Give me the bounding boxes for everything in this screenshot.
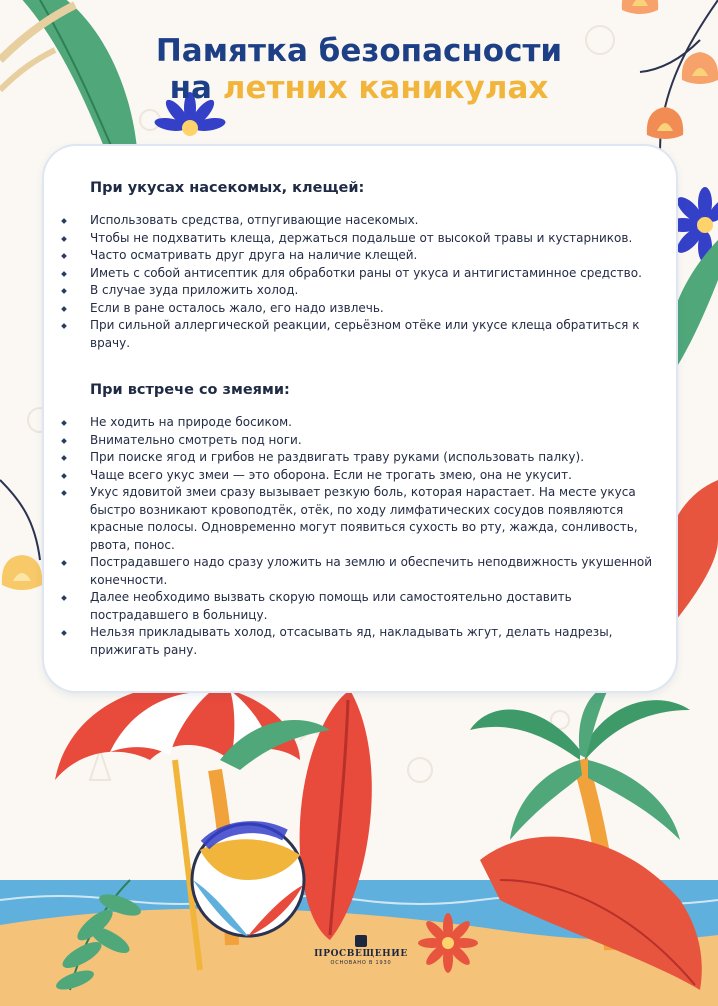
list-item: В случае зуда приложить холод.	[90, 282, 660, 300]
left-branch	[0, 480, 42, 590]
list-item: Чаще всего укус змеи — это оборона. Если не трогать змею, она не укусит.	[90, 467, 660, 485]
snakes-list	[90, 414, 660, 659]
red-flower-bottom	[418, 913, 478, 973]
content-card	[44, 146, 676, 691]
list-item: Чтобы не подхватить клеща, держаться подальше от высокой травы и кустарников.	[90, 230, 660, 248]
list-item: Укус ядовитой змеи сразу вызывает резкую боль, которая нарастает. На месте укуса быстро возникают кровоподтёк, отёк, по ходу лимфатических сосудов появляются красные полосы. Одновременно могут появиться сухость во рту, жажда, сонливость, рвота, понос.	[90, 484, 660, 554]
bullet-icon	[61, 288, 67, 294]
section-heading-insects: При укусах насекомых, клещей:	[90, 180, 365, 196]
list-item: При сильной аллергической реакции, серьёзном отёке или укусе клеща обратиться к врачу.	[90, 317, 660, 352]
page-title-accent: летних каникулах	[222, 70, 549, 106]
insects-list	[90, 212, 660, 352]
list-item: Часто осматривать друг друга на наличие клещей.	[90, 247, 660, 265]
bullet-icon	[61, 271, 67, 277]
bullet-icon	[61, 218, 67, 224]
list-item: Внимательно смотреть под ноги.	[90, 432, 660, 450]
bullet-icon	[61, 420, 67, 426]
bullet-icon	[61, 560, 67, 566]
page-title-line2	[0, 70, 718, 107]
bullet-icon	[61, 595, 67, 601]
bullet-icon	[61, 323, 67, 329]
page-title-prefix: на	[169, 70, 223, 106]
list-item: Нельзя прикладывать холод, отсасывать яд, накладывать жгут, делать надрезы, прижигать рану.	[90, 624, 660, 659]
publisher-subtitle: ОСНОВАНО В 1930	[330, 960, 392, 966]
bullet-icon	[61, 438, 67, 444]
list-item: Не ходить на природе босиком.	[90, 414, 660, 432]
bullet-icon	[61, 306, 67, 312]
list-item: Пострадавшего надо сразу уложить на землю и обеспечить неподвижность укушенной конечности.	[90, 554, 660, 589]
bullet-icon	[61, 473, 67, 479]
beach-ball	[192, 824, 304, 936]
bullet-icon	[61, 630, 67, 636]
section-heading-snakes: При встрече со змеями:	[90, 382, 290, 398]
publisher-logo	[306, 935, 416, 966]
bullet-icon	[61, 253, 67, 259]
list-item: Далее необходимо вызвать скорую помощь или самостоятельно доставить пострадавшего в больницу.	[90, 589, 660, 624]
list-item: Если в ране осталось жало, его надо извлечь.	[90, 300, 660, 318]
bullet-icon	[61, 490, 67, 496]
list-item: Использовать средства, отпугивающие насекомых.	[90, 212, 660, 230]
list-item: При поиске ягод и грибов не раздвигать траву руками (использовать палку).	[90, 449, 660, 467]
publisher-emblem-icon	[355, 935, 367, 947]
bullet-icon	[61, 236, 67, 242]
publisher-name: ПРОСВЕЩЕНИЕ	[314, 949, 408, 959]
list-item: Иметь с собой антисептик для обработки раны от укуса и антигистаминное средство.	[90, 265, 660, 283]
page-title-line1: Памятка безопасности	[155, 33, 563, 69]
bullet-icon	[61, 455, 67, 461]
